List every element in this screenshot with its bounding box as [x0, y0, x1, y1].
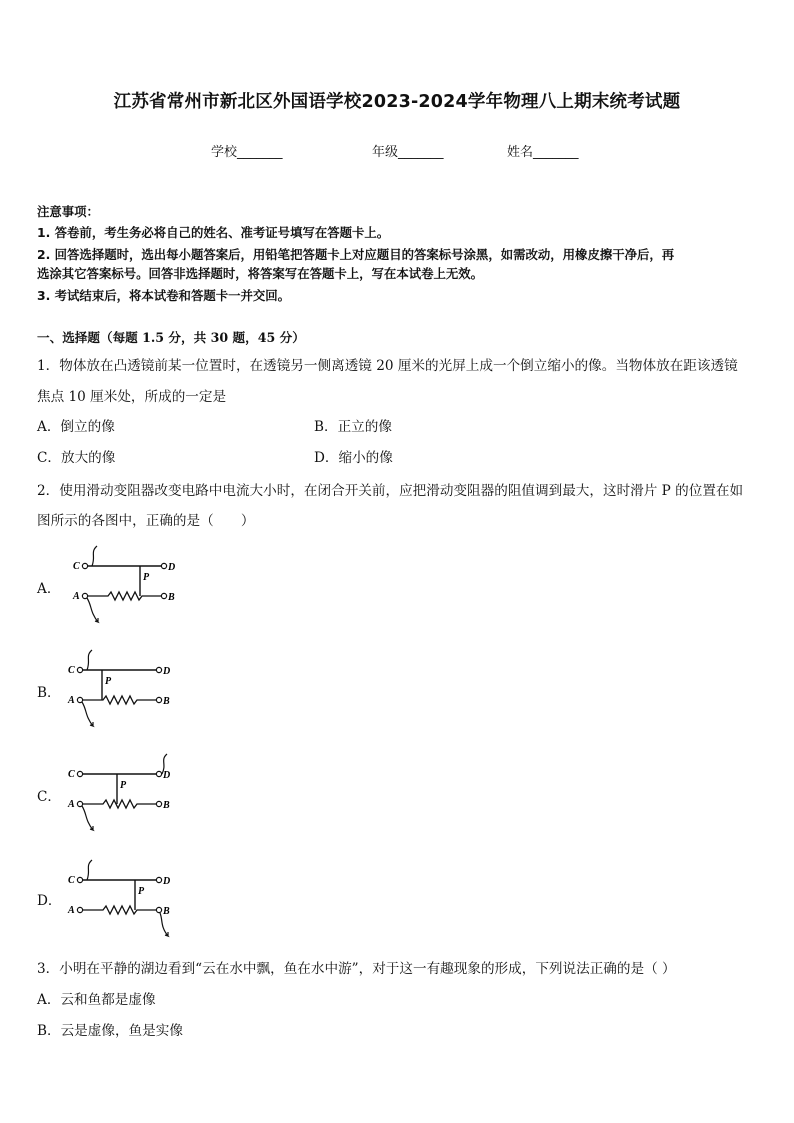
q2-circuit-b: [65, 646, 180, 731]
terminal-d-label: D: [163, 770, 171, 781]
slider-p-label: P: [120, 780, 127, 791]
q2-stem-line2: 图所示的各图中，正确的是（ ）: [37, 513, 255, 529]
terminal-c-label: C: [68, 665, 75, 676]
q2-circuit-a: [70, 542, 185, 627]
slider-p-label: P: [143, 572, 150, 583]
terminal-c: [82, 563, 87, 568]
wire-lead-icon: [87, 860, 92, 880]
terminal-b: [156, 697, 161, 702]
terminal-c-label: C: [68, 875, 75, 886]
resistor-coil: [83, 906, 156, 914]
grade-field: 年级_______: [372, 145, 444, 160]
terminal-b-label: B: [163, 696, 170, 707]
terminal-d: [156, 771, 161, 776]
terminal-a: [77, 907, 82, 912]
resistor-coil: [83, 696, 156, 704]
resistor-coil: [83, 800, 156, 808]
terminal-a-label: A: [73, 591, 80, 602]
resistor-coil: [88, 592, 161, 600]
q2-circuit-c: [65, 750, 180, 835]
terminal-c: [77, 771, 82, 776]
terminal-d-label: D: [168, 562, 176, 573]
terminal-a: [77, 801, 82, 806]
terminal-c: [77, 667, 82, 672]
q1-stem-line2: 焦点 10 厘米处，所成的一定是: [37, 389, 227, 405]
note-item: 3. 考试结束后，将本试卷和答题卡一并交回。: [37, 288, 291, 303]
q2-option-c-label: C．: [37, 789, 61, 805]
terminal-b: [156, 907, 161, 912]
terminal-d-label: D: [163, 876, 171, 887]
terminal-a: [82, 593, 87, 598]
q2-circuit-d: [65, 856, 180, 941]
terminal-a-label: A: [68, 799, 75, 810]
slider-p-label: P: [105, 676, 112, 687]
terminal-c: [77, 877, 82, 882]
q3-option-b: B．云是虚像，鱼是实像: [37, 1023, 183, 1039]
q2-option-b-label: B．: [37, 685, 61, 701]
note-item: 1. 答卷前，考生务必将自己的姓名、准考证号填写在答题卡上。: [37, 225, 390, 240]
q1-option-c: C．放大的像: [37, 450, 116, 466]
terminal-c-label: C: [73, 561, 80, 572]
name-field: 姓名_______: [507, 145, 579, 160]
terminal-c-label: C: [68, 769, 75, 780]
notes-heading: 注意事项：: [37, 204, 99, 219]
note-item: 2. 回答选择题时，选出每小题答案后，用铅笔把答题卡上对应题目的答案标号涂黑，如需改动，用橡皮擦干净后，再: [37, 247, 675, 262]
q3-option-a: A．云和鱼都是虚像: [37, 992, 156, 1008]
terminal-d: [161, 563, 166, 568]
q1-option-d: D．缩小的像: [314, 450, 393, 466]
q2-stem-line1: 2．使用滑动变阻器改变电路中电流大小时，在闭合开关前，应把滑动变阻器的阻值调到最大，这时滑片 P 的位置在如: [37, 483, 744, 499]
school-field: 学校_______: [211, 145, 283, 160]
wire-lead-icon: [92, 546, 97, 566]
wire-lead-icon: [87, 650, 92, 670]
terminal-b-label: B: [168, 592, 175, 603]
terminal-a-label: A: [68, 695, 75, 706]
q2-option-d-label: D．: [37, 893, 62, 909]
slider-p-label: P: [138, 886, 145, 897]
terminal-b-label: B: [163, 906, 170, 917]
wire-lead-icon: [82, 702, 93, 726]
terminal-d: [156, 667, 161, 672]
q3-stem: 3．小明在平静的湖边看到“云在水中飘，鱼在水中游”，对于这一有趣现象的形成，下列说法正确的是（ ）: [37, 961, 676, 977]
section-heading: 一、选择题（每题 1.5 分，共 30 题，45 分）: [37, 330, 305, 345]
q1-option-b: B．正立的像: [314, 419, 392, 435]
terminal-d: [156, 877, 161, 882]
note-item: 选涂其它答案标号。回答非选择题时，将答案写在答题卡上，写在本试卷上无效。: [37, 266, 484, 281]
terminal-b-label: B: [163, 800, 170, 811]
terminal-b: [156, 801, 161, 806]
q1-option-a: A．倒立的像: [37, 419, 115, 435]
q2-option-a-label: A．: [37, 581, 61, 597]
terminal-b: [161, 593, 166, 598]
q1-stem-line1: 1．物体放在凸透镜前某一位置时，在透镜另一侧离透镜 20 厘米的光屏上成一个倒立缩小的像。当物体放在距该透镜: [37, 358, 738, 374]
terminal-a: [77, 697, 82, 702]
wire-lead-icon: [82, 806, 93, 830]
terminal-a-label: A: [68, 905, 75, 916]
page-title: 江苏省常州市新北区外国语学校2023-2024学年物理八上期末统考试题: [113, 92, 681, 112]
wire-lead-icon: [87, 598, 98, 622]
terminal-d-label: D: [163, 666, 171, 677]
